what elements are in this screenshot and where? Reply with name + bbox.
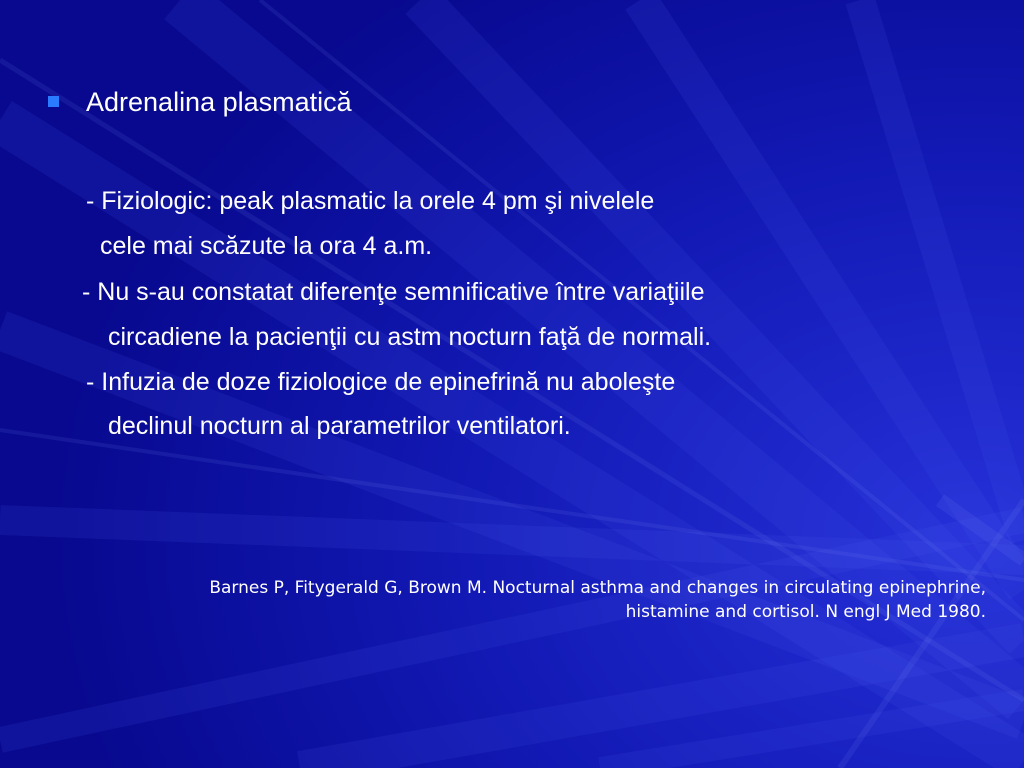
bullet-square-icon bbox=[48, 96, 59, 107]
reference-line-1: Barnes P, Fitygerald G, Brown M. Nocturnal asthma and changes in circulating epinephrine, bbox=[209, 578, 986, 598]
slide-heading: Adrenalina plasmatică bbox=[86, 87, 352, 117]
body-line-6: declinul nocturn al parametrilor ventilatori. bbox=[108, 412, 571, 440]
body-line-3: - Nu s-au constatat diferenţe semnificative între variaţiile bbox=[82, 278, 705, 306]
body-line-1: - Fiziologic: peak plasmatic la orele 4 pm şi nivelele bbox=[86, 187, 655, 215]
reference-line-2: histamine and cortisol. N engl J Med 1980. bbox=[625, 602, 986, 622]
body-line-5: - Infuzia de doze fiziologice de epinefrină nu aboleşte bbox=[86, 368, 676, 396]
body-line-4: circadiene la pacienţii cu astm nocturn faţă de normali. bbox=[108, 323, 712, 351]
body-line-2: cele mai scăzute la ora 4 a.m. bbox=[100, 232, 433, 260]
